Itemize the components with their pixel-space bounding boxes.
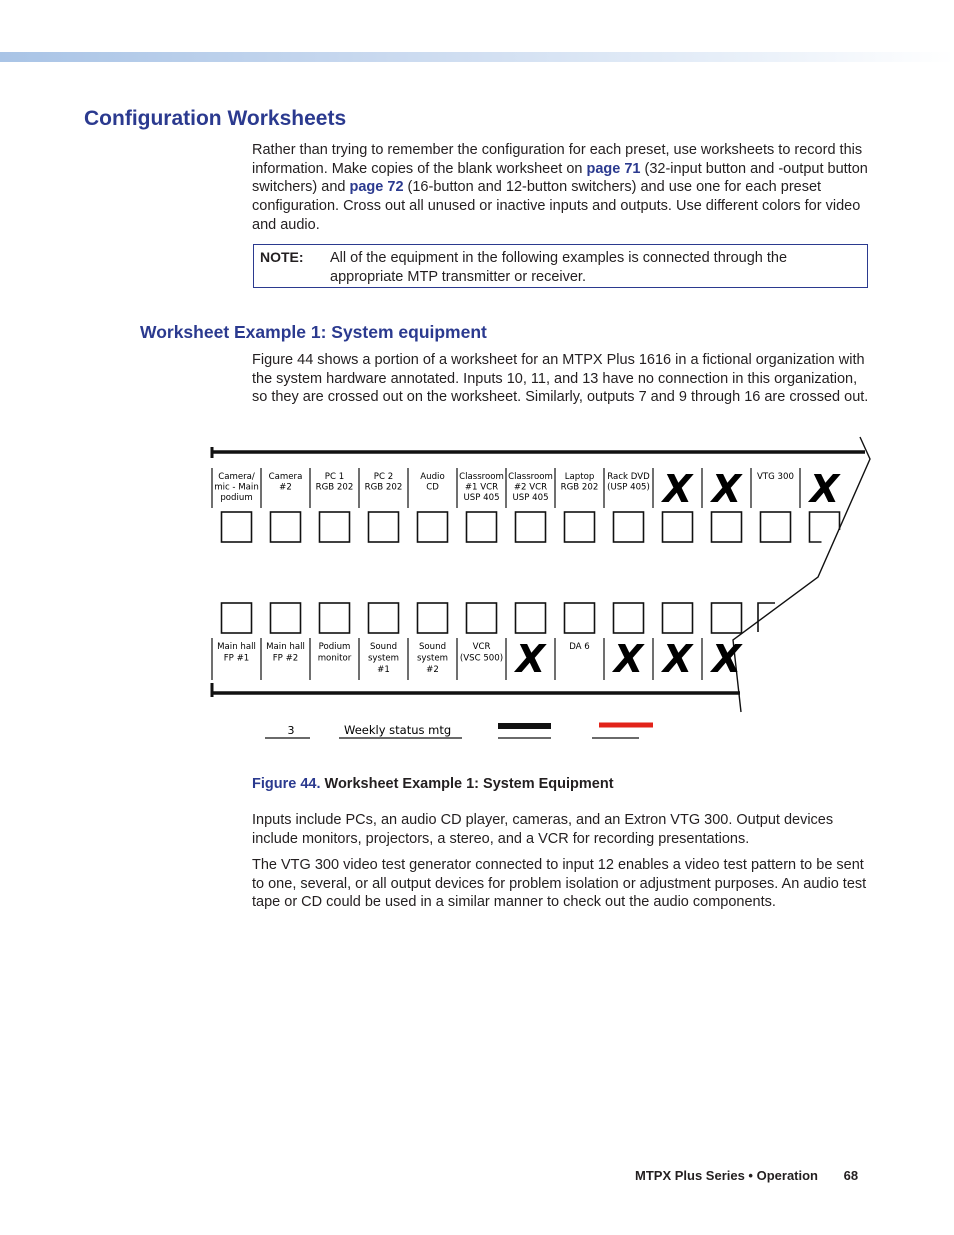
output-label-line: FP #2 (272, 653, 299, 664)
note-text: All of the equipment in the following examples is connected through the appropriate MTP transmitter or receiver. (330, 250, 788, 285)
intro-text-1: Rather than trying to remember the configuration for each preset, use worksheets to record this information. Make copies of the blank worksheet on (252, 142, 863, 177)
output-crossed-mark: X (662, 637, 693, 681)
input-label-line: CD (426, 482, 439, 493)
output-label-line: Podium (318, 642, 351, 652)
figure-title: Worksheet Example 1: System Equipment (324, 776, 614, 792)
input-label-line: (USP 405) (607, 482, 650, 493)
input-label-line: USP 405 (463, 493, 500, 503)
output-button-5[interactable] (418, 603, 448, 633)
input-label-line: Classroom (459, 472, 504, 482)
input-columns (212, 467, 841, 542)
input-button-7[interactable] (516, 512, 546, 542)
output-button-3[interactable] (320, 603, 350, 633)
output-label-line: (VSC 500) (459, 653, 504, 664)
input-label-line: RGB 202 (560, 482, 599, 493)
output-label-line: Sound (418, 642, 447, 652)
vtg-paragraph: The VTG 300 video test generator connected to input 12 enables a video test pattern to be sent to one, several, or all output devices for problem isolation or adjustment purposes. An audio test tape or CD could be used in a similar manner to check out the audio components. (252, 857, 867, 911)
input-label-line: Laptop (564, 472, 595, 482)
input-crossed-mark: X (809, 467, 840, 511)
note-label: NOTE: (260, 249, 304, 265)
input-button-4[interactable] (369, 512, 399, 542)
output-label-line: VCR (472, 642, 491, 652)
output-button-8[interactable] (565, 603, 595, 633)
output-button-10[interactable] (663, 603, 693, 633)
input-label-line: Audio (420, 472, 445, 482)
output-button-2[interactable] (271, 603, 301, 633)
output-label-line: DA 6 (569, 642, 590, 652)
input-button-6[interactable] (467, 512, 497, 542)
input-crossed-mark: X (711, 467, 742, 511)
output-label-line: monitor (317, 653, 352, 664)
output-label-line: #2 (426, 665, 439, 675)
output-label-line: system (367, 653, 400, 664)
input-label-line: USP 405 (512, 493, 549, 503)
input-label-line: #1 VCR (464, 482, 499, 493)
output-crossed-mark: X (711, 637, 742, 681)
page-footer (635, 1168, 858, 1183)
input-label-line: PC 2 (373, 472, 394, 482)
output-label-line: FP #1 (223, 653, 250, 664)
page-number: 68 (843, 1168, 859, 1183)
output-columns (212, 603, 775, 681)
input-label-line: RGB 202 (364, 482, 403, 493)
input-label-line: #2 VCR (513, 482, 548, 493)
output-button-7[interactable] (516, 603, 546, 633)
input-button-9[interactable] (614, 512, 644, 542)
input-label-line: PC 1 (324, 472, 345, 482)
input-button-11[interactable] (712, 512, 742, 542)
footer-series: MTPX Plus Series • Operation (635, 1168, 818, 1183)
preset-row (265, 723, 653, 738)
input-label-line: Camera (268, 472, 303, 482)
input-label-line: podium (220, 493, 253, 503)
input-button-3[interactable] (320, 512, 350, 542)
preset-number: 3 (287, 724, 295, 737)
output-button-9[interactable] (614, 603, 644, 633)
input-button-10[interactable] (663, 512, 693, 542)
example-paragraph: Figure 44 shows a portion of a worksheet for an MTPX Plus 1616 in a fictional organization with the system hardware annotated. Inputs 10, 11, and 13 have no connection in this organization, so they are crossed out on the worksheet. Similarly, outputs 7 and 9 through 16 are crossed out. (252, 352, 869, 406)
input-button-2[interactable] (271, 512, 301, 542)
inputs-paragraph: Inputs include PCs, an audio CD player, cameras, and an Extron VTG 300. Output devices include monitors, projectors, a stereo, and a VCR for recording presentations. (252, 812, 834, 847)
preset-name: Weekly status mtg (344, 723, 452, 737)
input-button-12[interactable] (761, 512, 791, 542)
input-crossed-mark: X (662, 467, 693, 511)
page-72-link[interactable]: page 72 (349, 179, 404, 196)
output-button-partial (758, 603, 775, 632)
output-label-line: #1 (377, 665, 390, 675)
output-button-4[interactable] (369, 603, 399, 633)
intro-text-2: (32-input button and -output button switchers) and (252, 160, 868, 196)
input-label-line: VTG 300 (757, 472, 794, 482)
input-label-line: Camera/ (218, 472, 255, 482)
output-button-11[interactable] (712, 603, 742, 633)
input-button-8[interactable] (565, 512, 595, 542)
output-label-line: Main hall (266, 642, 305, 652)
intro-text-3: (16-button and 12-button switchers) and use one for each preset configuration. Cross out all unused or inactive inputs and outputs. Use different colors for video and audio. (252, 179, 861, 233)
page-71-link[interactable]: page 71 (586, 160, 641, 177)
output-button-6[interactable] (467, 603, 497, 633)
input-label-line: Rack DVD (607, 472, 650, 482)
input-label-line: #2 (279, 482, 292, 493)
section-heading: Worksheet Example 1: System equipment (140, 322, 487, 342)
output-label-line: system (416, 653, 449, 664)
figure-number: Figure 44. (252, 776, 321, 792)
output-label-line: Main hall (217, 642, 256, 652)
output-button-1[interactable] (222, 603, 252, 633)
figure-caption (252, 776, 614, 792)
input-button-1[interactable] (222, 512, 252, 542)
output-crossed-mark: X (515, 637, 546, 681)
input-label-line: mic - Main (214, 482, 259, 493)
input-label-line: RGB 202 (315, 482, 354, 493)
output-crossed-mark: X (613, 637, 644, 681)
input-button-5[interactable] (418, 512, 448, 542)
output-label-line: Sound (369, 642, 398, 652)
page-title: Configuration Worksheets (84, 107, 347, 130)
input-label-line: Classroom (508, 472, 553, 482)
